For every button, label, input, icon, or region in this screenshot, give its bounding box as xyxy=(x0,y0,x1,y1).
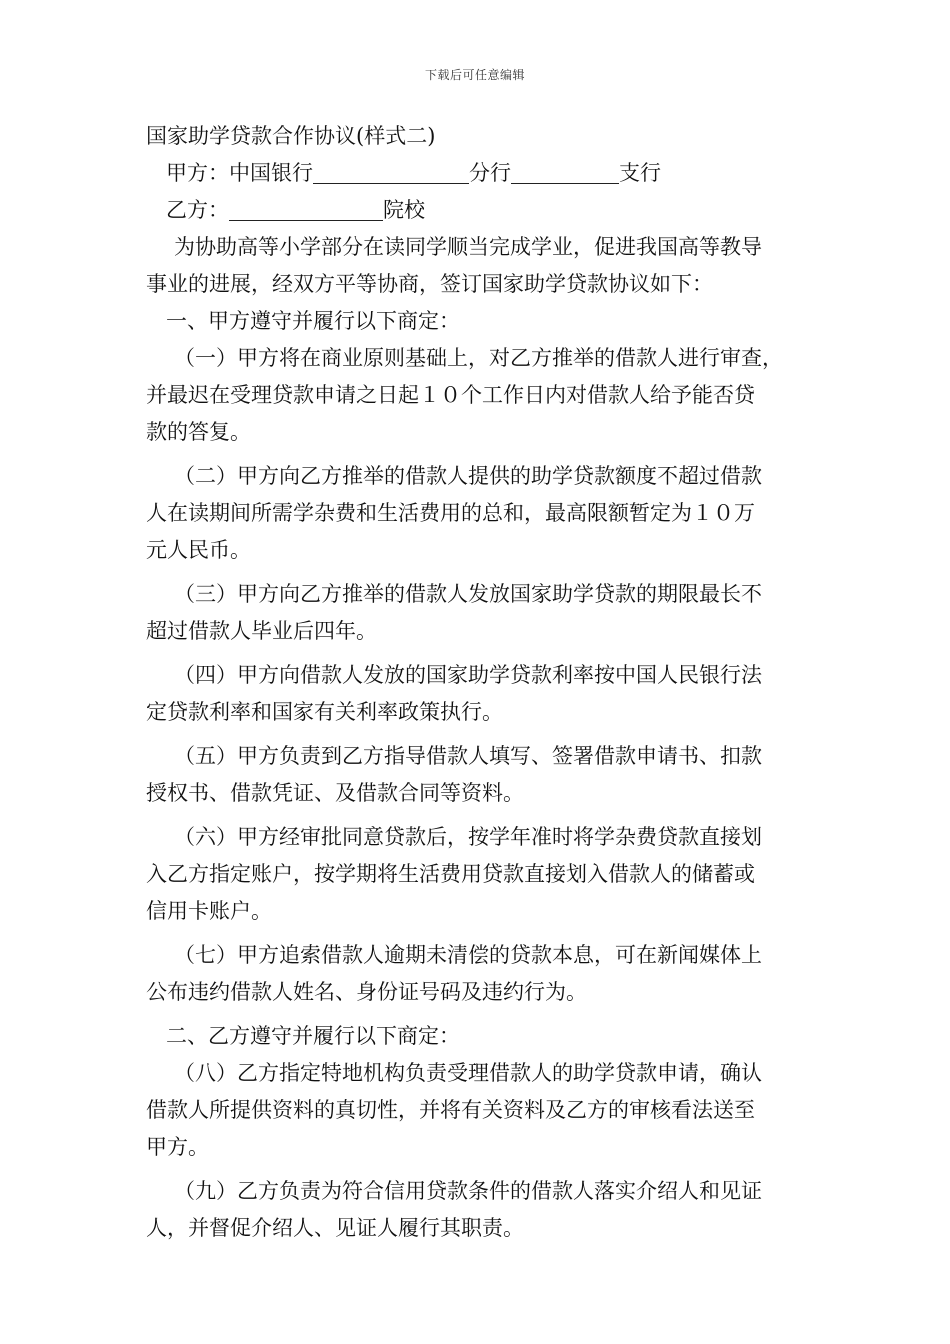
intro-line: 事业的进展，经双方平等协商，签订国家助学贷款协议如下： xyxy=(146,272,713,296)
clause-line: （九）乙方负责为符合信用贷款条件的借款人落实介绍人和见证 xyxy=(174,1179,762,1203)
clause-line: 入乙方指定账户，按学期将生活费用贷款直接划入借款人的储蓄或 xyxy=(146,862,755,886)
intro-paragraph xyxy=(146,229,816,303)
section-1-heading: 一、甲方遵守并履行以下商定： xyxy=(166,309,460,333)
clause-6 xyxy=(146,819,816,930)
clause-8 xyxy=(146,1055,816,1166)
party-a-suffix: 支行 xyxy=(619,161,661,185)
clause-line: 甲方。 xyxy=(146,1135,209,1159)
clause-line: 超过借款人毕业后四年。 xyxy=(146,619,377,643)
clause-line: （七）甲方追索借款人逾期未清偿的贷款本息，可在新闻媒体上 xyxy=(174,943,762,967)
clause-line: 款的答复。 xyxy=(146,420,251,444)
clause-7 xyxy=(146,937,816,1011)
branch-blank xyxy=(313,161,469,184)
clause-line: 人在读期间所需学杂费和生活费用的总和，最高限额暂定为１０万 xyxy=(146,501,755,525)
clause-line: （二）甲方向乙方推举的借款人提供的助学贷款额度不超过借款 xyxy=(174,464,762,488)
clause-9 xyxy=(146,1173,816,1247)
clause-line: （一）甲方将在商业原则基础上，对乙方推举的借款人进行审查， xyxy=(174,346,783,370)
clause-line: （六）甲方经审批同意贷款后，按学年准时将学杂费贷款直接划 xyxy=(174,825,762,849)
clause-line: 元人民币。 xyxy=(146,538,251,562)
party-a-line xyxy=(146,155,816,192)
clause-line: 借款人所提供资料的真切性，并将有关资料及乙方的审核看法送至 xyxy=(146,1098,755,1122)
clause-line: 公布违约借款人姓名、身份证号码及违约行为。 xyxy=(146,980,587,1004)
party-b-prefix: 乙方： xyxy=(166,198,229,222)
section-2-heading: 二、乙方遵守并履行以下商定： xyxy=(166,1024,460,1048)
party-a-prefix: 甲方：中国银行 xyxy=(166,161,313,185)
party-b-suffix: 院校 xyxy=(383,198,425,222)
clause-3 xyxy=(146,576,816,650)
clause-1 xyxy=(146,340,816,451)
clause-line: 授权书、借款凭证、及借款合同等资料。 xyxy=(146,781,524,805)
clause-line: 并最迟在受理贷款申请之日起１０个工作日内对借款人给予能否贷 xyxy=(146,383,755,407)
clause-line: 人，并督促介绍人、见证人履行其职责。 xyxy=(146,1216,524,1240)
clause-line: 信用卡账户。 xyxy=(146,899,272,923)
clause-line: （四）甲方向借款人发放的国家助学贷款利率按中国人民银行法 xyxy=(174,663,762,687)
school-blank xyxy=(229,198,383,221)
party-a-mid: 分行 xyxy=(469,161,511,185)
clause-line: 定贷款利率和国家有关利率政策执行。 xyxy=(146,700,503,724)
clause-line: （五）甲方负责到乙方指导借款人填写、签署借款申请书、扣款 xyxy=(174,744,762,768)
party-b-line xyxy=(146,192,816,229)
intro-line: 为协助高等小学部分在读同学顺当完成学业，促进我国高等教导 xyxy=(174,235,762,259)
sub-branch-blank xyxy=(511,161,619,184)
clause-line: （三）甲方向乙方推举的借款人发放国家助学贷款的期限最长不 xyxy=(174,582,762,606)
clause-5 xyxy=(146,738,816,812)
document-body xyxy=(146,118,816,1247)
document-title: 国家助学贷款合作协议(样式二) xyxy=(146,124,436,148)
clause-4 xyxy=(146,657,816,731)
header-note: 下载后可任意编辑 xyxy=(424,68,525,82)
clause-line: （八）乙方指定特地机构负责受理借款人的助学贷款申请，确认 xyxy=(174,1061,762,1085)
clause-2 xyxy=(146,458,816,569)
